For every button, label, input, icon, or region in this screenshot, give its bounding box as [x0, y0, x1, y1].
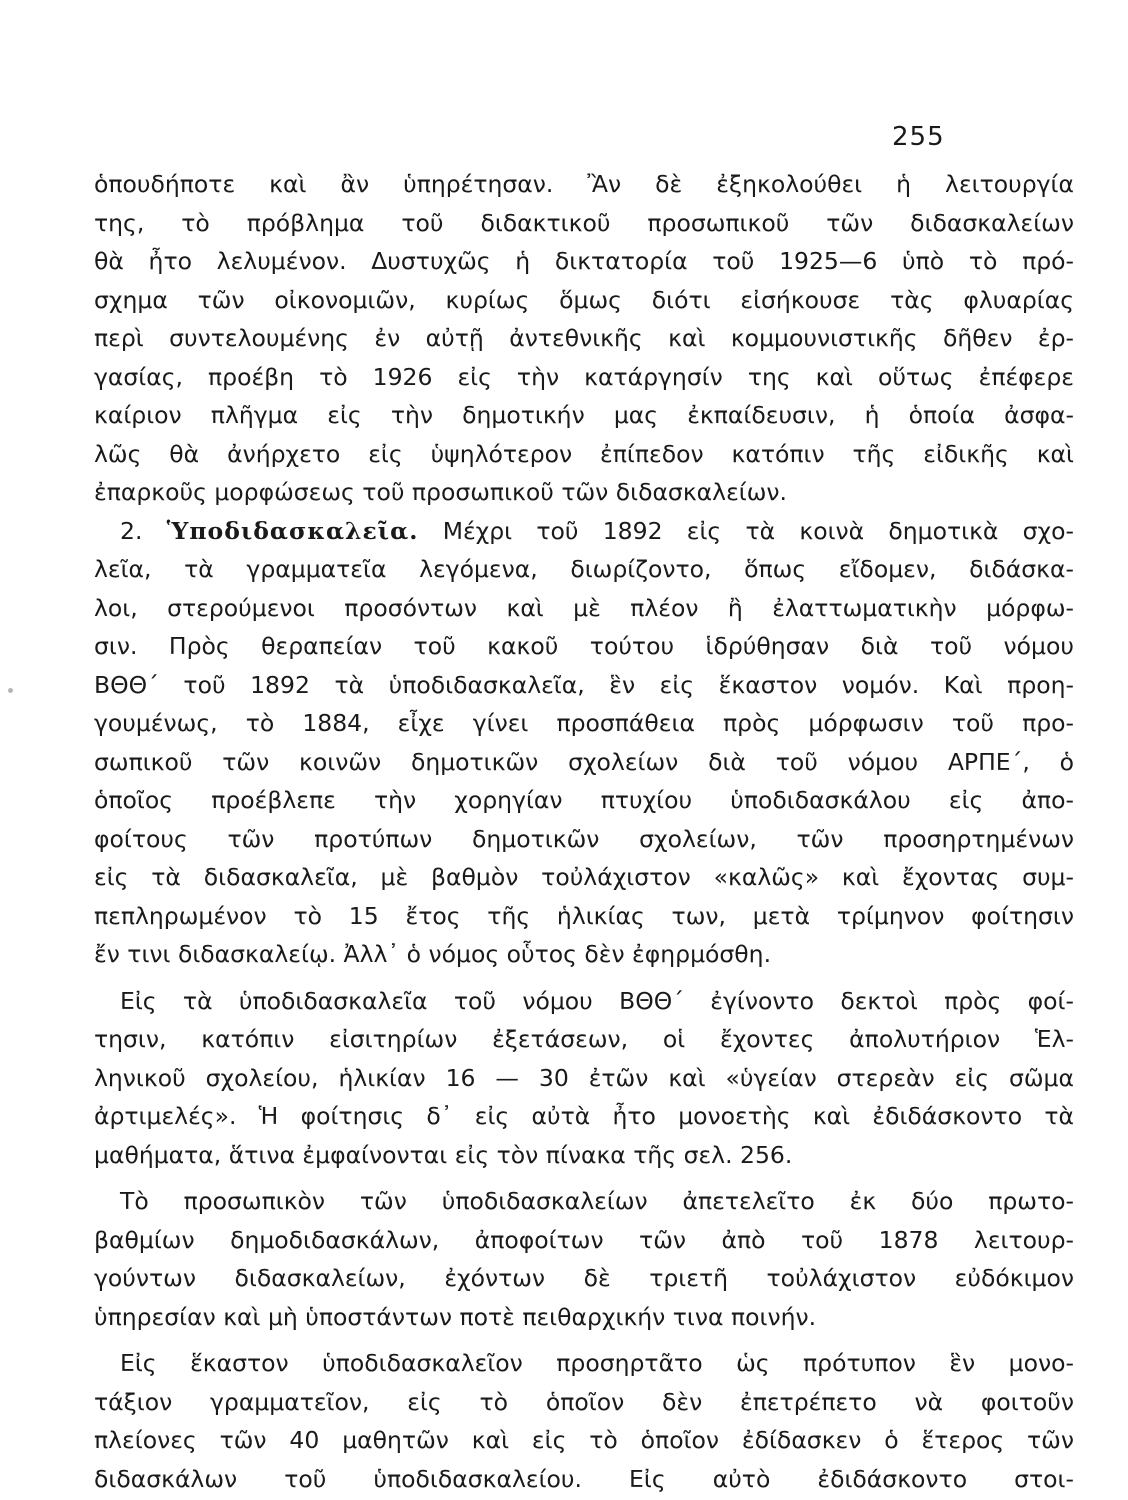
- text-line: θὰ ἦτο λελυμένον. Δυστυχῶς ἡ δικτατορία τοῦ 1925—6 ὑπὸ τὸ πρό-: [94, 247, 1074, 275]
- text-line: μαθήματα, ἅτινα ἐμφαίνονται εἰς τὸν πίνακα τῆς σελ. 256.: [94, 1140, 793, 1169]
- text-line: Τὸ προσωπικὸν τῶν ὑποδιδασκαλείων ἀπετελεῖτο ἐκ δύο πρωτο-: [120, 1187, 1074, 1215]
- text-line: ἐπαρκοῦς μορφώσεως τοῦ προσωπικοῦ τῶν διδασκαλείων.: [94, 478, 788, 506]
- section-title: Ὑποδιδασκαλεῖα.: [166, 516, 419, 545]
- text-line: ὑπηρεσίαν καὶ μὴ ὑποστάντων ποτὲ πειθαρχικήν τινα ποινήν.: [94, 1302, 817, 1331]
- text-line: ἀρτιμελές». Ἡ φοίτησις δ᾽ εἰς αὐτὰ ἦτο μονοετὴς καὶ ἐδιδάσκοντο τὰ: [94, 1102, 1074, 1130]
- text-line: ὁπουδήποτε καὶ ἂν ὑπηρέτησαν. Ἂν δὲ ἐξηκολούθει ἡ λειτουργία: [94, 170, 1074, 198]
- text-line: γουμένως, τὸ 1884, εἶχε γίνει προσπάθεια πρὸς μόρφωσιν τοῦ προ-: [94, 709, 1074, 737]
- text-line: βαθμίων δημοδιδασκάλων, ἀποφοίτων τῶν ἀπὸ τοῦ 1878 λειτουρ-: [94, 1225, 1074, 1254]
- text-line: πεπληρωμένον τὸ 15 ἔτος τῆς ἡλικίας των, μετὰ τρίμηνον φοίτησιν: [94, 901, 1074, 930]
- text-line: σωπικοῦ τῶν κοινῶν δημοτικῶν σχολείων διὰ τοῦ νόμου ΑΡΠΕ΄, ὁ: [94, 747, 1074, 776]
- paragraph-5: [94, 1344, 1074, 1498]
- text-line: σχημα τῶν οἰκονομιῶν, κυρίως ὅμως διότι εἰσήκουσε τὰς φλυαρίας: [94, 285, 1074, 314]
- paragraph-4: [94, 1182, 1074, 1336]
- section-hypodidaskaleia: [94, 512, 1074, 974]
- text-line: φοίτους τῶν προτύπων δημοτικῶν σχολείων, τῶν προσηρτημένων: [94, 824, 1074, 853]
- text-line: ὁποῖος προέβλεπε τὴν χορηγίαν πτυχίου ὑποδιδασκάλου εἰς ἀπο-: [94, 786, 1074, 814]
- text-line: λεῖα, τὰ γραμματεῖα λεγόμενα, διωρίζοντο, ὅπως εἴδομεν, διδάσκα-: [94, 555, 1074, 583]
- text-line: ἔν τινι διδασκαλείῳ. Ἀλλ᾽ ὁ νόμος οὗτος δὲν ἐφηρμόσθη.: [94, 940, 772, 968]
- page-number: 255: [892, 122, 945, 152]
- text-line: ληνικοῦ σχολείου, ἡλικίαν 16 — 30 ἐτῶν καὶ «ὑγείαν στερεὰν εἰς σῶμα: [94, 1063, 1074, 1092]
- text-line: λῶς θὰ ἀνήρχετο εἰς ὑψηλότερον ἐπίπεδον κατόπιν τῆς εἰδικῆς καὶ: [94, 439, 1074, 468]
- text-line: λοι, στερούμενοι προσόντων καὶ μὲ πλέον ἢ ἐλαττωματικὴν μόρφω-: [94, 593, 1074, 622]
- text-line: εἰς τὰ διδασκαλεῖα, μὲ βαθμὸν τοὐλάχιστον «καλῶς» καὶ ἔχοντας συμ-: [94, 863, 1074, 891]
- section-number: 2.: [120, 516, 143, 545]
- text-line: ΒΘΘ΄ τοῦ 1892 τὰ ὑποδιδασκαλεῖα, ἓν εἰς ἕκαστον νομόν. Καὶ προη-: [94, 670, 1074, 699]
- text-line: διδασκάλων τοῦ ὑποδιδασκαλείου. Εἰς αὐτὸ ἐδιδάσκοντο στοι-: [94, 1464, 1074, 1493]
- text-line: Εἰς τὰ ὑποδιδασκαλεῖα τοῦ νόμου ΒΘΘ΄ ἐγίνοντο δεκτοὶ πρὸς φοί-: [120, 986, 1074, 1015]
- paragraph-3: [94, 982, 1074, 1175]
- text-line: πλείονες τῶν 40 μαθητῶν καὶ εἰς τὸ ὁποῖον ἐδίδασκεν ὁ ἕτερος τῶν: [94, 1426, 1074, 1454]
- text-line: τάξιον γραμματεῖον, εἰς τὸ ὁποῖον δὲν ἐπετρέπετο νὰ φοιτοῦν: [94, 1387, 1074, 1416]
- section-first-line: Μέχρι τοῦ 1892 εἰς τὰ κοινὰ δημοτικὰ σχο-: [442, 516, 1074, 545]
- text-line: τησιν, κατόπιν εἰσιτηρίων ἐξετάσεων, οἱ ἔχοντες ἀπολυτήριον Ἑλ-: [94, 1025, 1074, 1053]
- page-body: [94, 165, 1074, 1498]
- text-line: γούντων διδασκαλείων, ἐχόντων δὲ τριετῆ τοὐλάχιστον εὐδόκιμον: [94, 1264, 1074, 1292]
- text-line: περὶ συντελουμένης ἐν αὐτῇ ἀντεθνικῆς καὶ κομμουνιστικῆς δῆθεν ἐρ-: [94, 324, 1074, 352]
- text-line: Εἰς ἕκαστον ὑποδιδασκαλεῖον προσηρτᾶτο ὡς πρότυπον ἓν μονο-: [120, 1349, 1074, 1377]
- paragraph-1: [94, 165, 1074, 512]
- text-line: καίριον πλῆγμα εἰς τὴν δημοτικήν μας ἐκπαίδευσιν, ἡ ὁποία ἀσφα-: [94, 401, 1074, 429]
- text-line: της, τὸ πρόβλημα τοῦ διδακτικοῦ προσωπικοῦ τῶν διδασκαλείων: [94, 208, 1074, 237]
- scan-speck: [8, 688, 13, 693]
- section-heading-line: [94, 512, 1074, 551]
- text-line: γασίας, προέβη τὸ 1926 εἰς τὴν κατάργησίν της καὶ οὕτως ἐπέφερε: [94, 362, 1074, 391]
- text-line: σιν. Πρὸς θεραπείαν τοῦ κακοῦ τούτου ἱδρύθησαν διὰ τοῦ νόμου: [94, 632, 1074, 660]
